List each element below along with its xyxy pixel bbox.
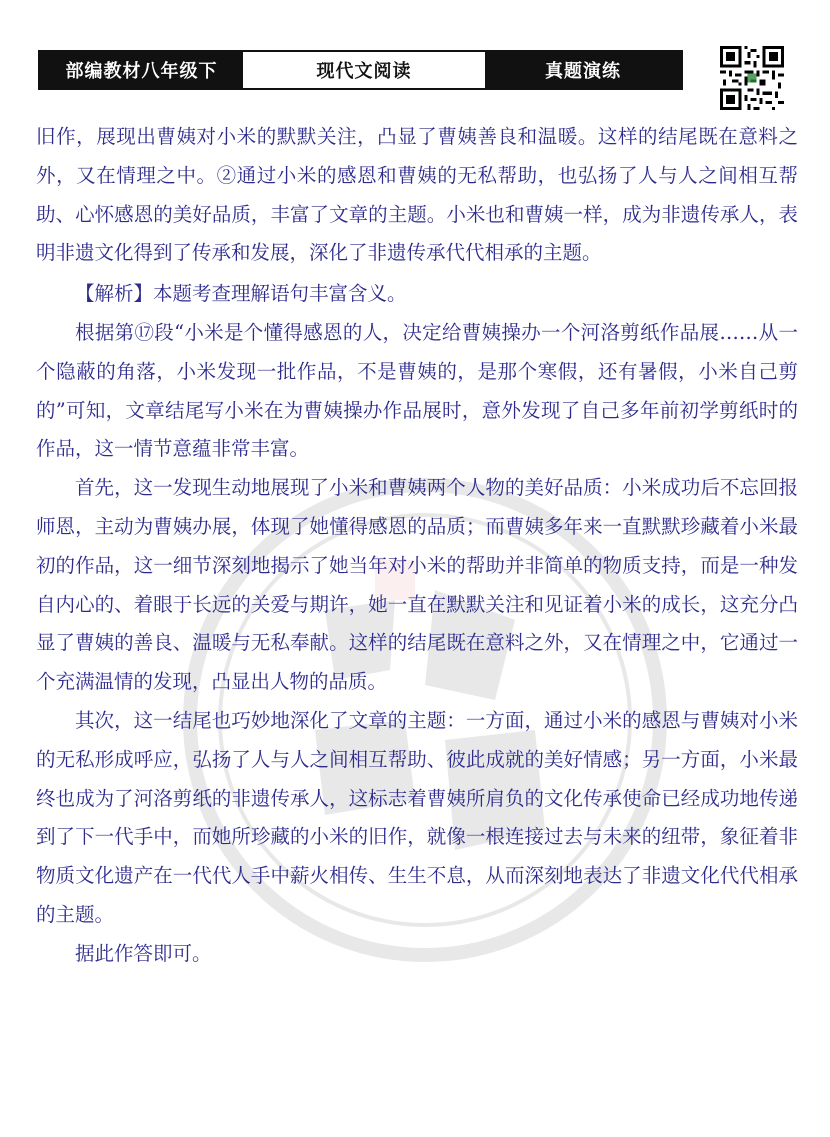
analysis-paragraph: 其次，这一结尾也巧妙地深化了文章的主题：一方面，通过小米的感恩与曹姨对小米的无私形成呼应，弘扬了人与人之间相互帮助、彼此成就的美好情感；另一方面，小米最终也成为了河洛剪纸的非遗传承人，这标志着曹姨所肩负的文化传承使命已经成功地传递到了下一代手中，而她所珍藏的小米的旧作，就像一根连接过去与未来的纽带，象征着非物质文化遗产在一代代人手中薪火相传、生生不息，从而深刻地表达了非遗文化代代相承的主题。 [36,708,798,926]
page-header [38,50,683,90]
answer-content [36,118,798,974]
analysis-intro-line [36,275,798,314]
header-grade: 部编教材八年级下 [40,52,243,88]
header-practice: 真题演练 [485,52,681,88]
answer-paragraph: 旧作，展现出曹姨对小米的默默关注，凸显了曹姨善良和温暖。这样的结尾既在意料之外，又在情理之中。②通过小米的感恩和曹姨的无私帮助，也弘扬了人与人之间相互帮助、心怀感恩的美好品质，丰富了文章的主题。小米也和曹姨一样，成为非遗传承人，表明非遗文化得到了传承和发展，深化了非遗传承代代相承的主题。 [36,125,798,265]
analysis-paragraph: 首先，这一发现生动地展现了小米和曹姨两个人物的美好品质：小米成功后不忘回报师恩，主动为曹姨办展，体现了她懂得感恩的品质；而曹姨多年来一直默默珍藏着小米最初的作品，这一细节深刻地揭示了她当年对小米的帮助并非简单的物质支持，而是一种发自内心的、着眼于长远的关爱与期许，她一直在默默关注和见证着小米的成长，这充分凸显了曹姨的善良、温暖与无私奉献。这样的结尾既在意料之外，又在情理之中，它通过一个充满温情的发现，凸显出人物的品质。 [36,476,798,694]
analysis-conclusion: 据此作答即可。 [75,941,212,965]
analysis-paragraph: 根据第⑰段“小米是个懂得感恩的人，决定给曹姨操办一个河洛剪纸作品展……从一个隐蔽的角落，小米发现一批作品，不是曹姨的，是那个寒假，还有暑假，小米自己剪的”可知，文章结尾写小米在为曹姨操办作品展时，意外发现了自己多年前初学剪纸时的作品，这一情节意蕴非常丰富。 [36,320,798,461]
qr-code-icon[interactable] [720,46,784,110]
header-section: 现代文阅读 [243,52,485,88]
analysis-intro: 本题考查理解语句丰富含义。 [153,282,407,306]
analysis-label: 【解析】 [75,282,154,306]
